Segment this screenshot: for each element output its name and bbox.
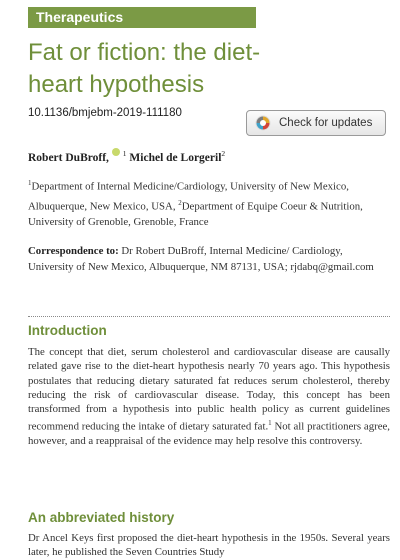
correspondence-label: Correspondence to: bbox=[28, 245, 119, 257]
author-name[interactable]: Michel de Lorgeril bbox=[129, 151, 222, 164]
history-body: Dr Ancel Keys first proposed the diet-heart hypothesis in the 1950s. Several years later, he published the Seven Countries Study bbox=[28, 532, 390, 559]
author-line bbox=[28, 148, 225, 164]
title-line-2: heart hypothesis bbox=[28, 71, 205, 98]
correspondence bbox=[28, 243, 390, 275]
affiliations bbox=[28, 175, 390, 230]
author-affiliation-ref: 2 bbox=[221, 149, 226, 158]
history-heading: An abbreviated history bbox=[28, 510, 175, 525]
affiliation-text: Department of Internal Medicine/Cardiology, University of New Mexico, Albuquerque, New Mexico, USA, bbox=[28, 180, 349, 213]
section-divider bbox=[28, 316, 390, 317]
crossmark-icon bbox=[255, 115, 271, 131]
check-for-updates-button[interactable] bbox=[246, 110, 386, 136]
introduction-text-tail: Not all practitioners agree, however, and a reappraisal of the evidence may help resolve this controversy. bbox=[28, 421, 390, 448]
author-name[interactable]: Robert DuBroff, bbox=[28, 151, 109, 164]
author-affiliation-ref: 1 bbox=[122, 149, 127, 158]
correspondence-text: Dr Robert DuBroff, Internal Medicine/ Cardiology, University of New Mexico, Albuquerque, NM 87131, USA; rjdabq@gmail.com bbox=[28, 245, 374, 273]
affiliation-text: Department of Equipe Coeur & Nutrition, University of Grenoble, Grenoble, France bbox=[28, 200, 363, 229]
section-banner: Therapeutics bbox=[28, 7, 256, 28]
article-title bbox=[28, 37, 328, 101]
doi-link[interactable]: 10.1136/bmjebm-2019-111180 bbox=[28, 107, 182, 119]
affiliation-number: 1 bbox=[28, 179, 32, 187]
check-for-updates-label: Check for updates bbox=[279, 117, 373, 129]
affiliation-number: 2 bbox=[178, 198, 182, 207]
orcid-icon[interactable] bbox=[112, 148, 120, 156]
reference-marker[interactable]: 1 bbox=[268, 419, 272, 428]
introduction-body bbox=[28, 345, 390, 449]
introduction-heading: Introduction bbox=[28, 323, 107, 338]
introduction-text: The concept that diet, serum cholesterol and cardiovascular disease are causally related gave rise to the diet-heart hypothesis nearly 70 years ago. This hypothesis postulates that reducing dietary saturated fat reduces serum cholesterol, thereby reducing the risk of cardiovascular disease. Today, this concept has been transformed from a hypothesis into public health policy as current guidelines recommend reducing the intake of dietary saturated fat. bbox=[28, 346, 390, 434]
title-line-1: Fat or fiction: the diet- bbox=[28, 39, 261, 66]
